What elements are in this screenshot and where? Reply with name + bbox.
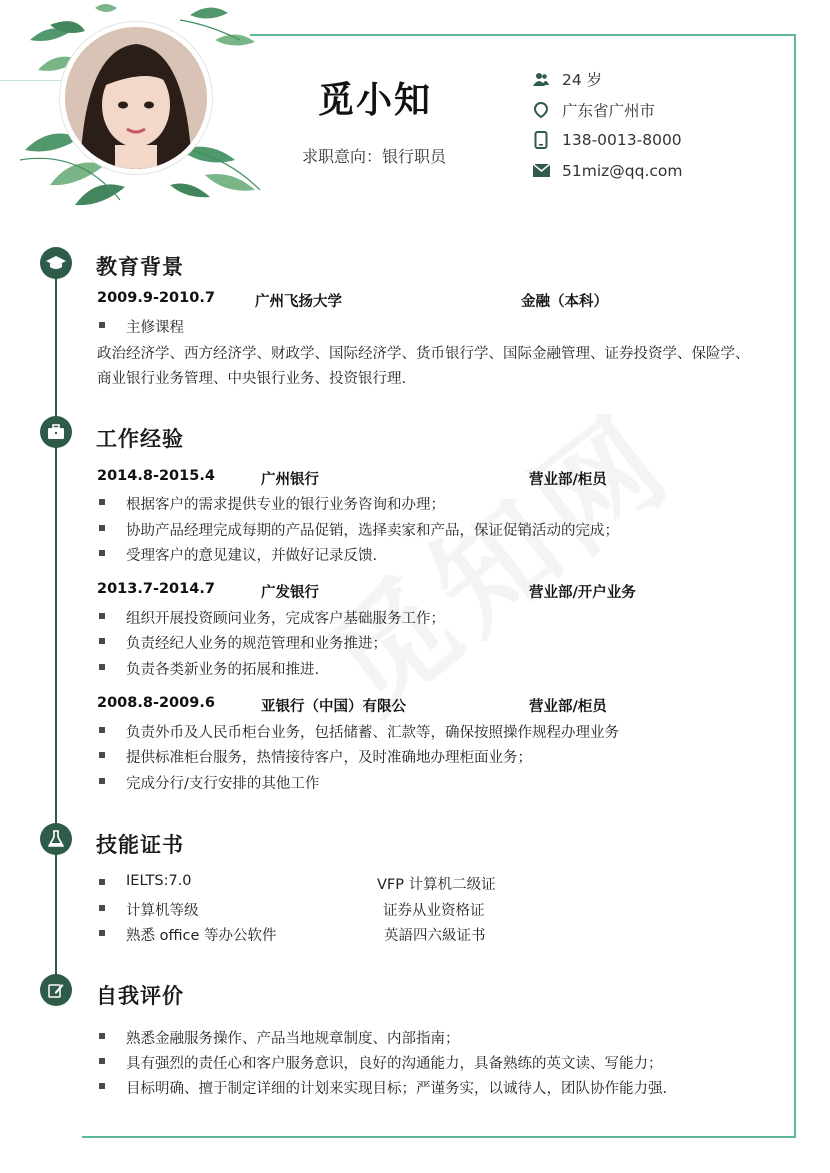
job-duty: 负责外币及人民币柜台业务，包括储蓄、汇款等，确保按照操作规程办理业务: [126, 725, 619, 741]
skill-item: 计算机等级: [126, 903, 199, 919]
frame-right-border: [794, 34, 796, 1138]
location-pin-icon: [532, 101, 550, 119]
phone-icon: [532, 131, 550, 149]
section-icon-skills: [40, 823, 72, 855]
skill-item: 熟悉 office 等办公软件: [126, 928, 277, 944]
section-icon-self: [40, 974, 72, 1006]
edu-courses-line-2: 商业银行业务管理、中央银行业务、投资银行理.: [97, 371, 407, 387]
mail-icon: [532, 162, 550, 180]
section-title-self: 自我评价: [96, 984, 184, 1008]
edit-icon: [48, 982, 64, 998]
self-item: 具有强烈的责任心和客户服务意识，良好的沟通能力，具备熟练的英文读、写能力；: [126, 1056, 663, 1072]
portrait-icon: [65, 27, 207, 169]
skill-item: IELTS:7.0: [126, 873, 192, 889]
bullet: [99, 752, 105, 758]
user-icon: [532, 70, 550, 88]
job-role: 营业部/柜员: [529, 472, 607, 488]
bullet: [99, 879, 105, 885]
edu-courses-line-1: 政治经济学、西方经济学、财政学、国际经济学、货币银行学、国际金融管理、证券投资学、保险学、: [97, 346, 750, 362]
edu-major: 金融（本科）: [521, 294, 608, 310]
section-icon-education: [40, 247, 72, 279]
skill-item: VFP 计算机二级证: [377, 877, 496, 893]
timeline-line: [55, 262, 57, 997]
bullet: [99, 613, 105, 619]
edu-period: 2009.9-2010.7: [97, 290, 215, 306]
self-item: 目标明确、擅于制定详细的计划来实现目标；严谨务实，以诚待人，团队协作能力强.: [126, 1081, 668, 1097]
section-title-education: 教育背景: [96, 255, 184, 279]
job-duty: 负责经纪人业务的规范管理和业务推进；: [126, 636, 387, 652]
bullet: [99, 499, 105, 505]
contact-location: [532, 95, 682, 126]
job-company: 亚银行（中国）有限公: [261, 699, 406, 715]
skill-item: 证券从业资格证: [383, 903, 485, 919]
briefcase-icon: [47, 424, 65, 440]
edu-school: 广州飞扬大学: [255, 294, 342, 310]
frame-bottom-border: [82, 1136, 796, 1138]
candidate-name: 觅小知: [318, 80, 433, 121]
contact-phone: [532, 125, 682, 156]
bullet: [99, 1083, 105, 1089]
email-text: 51miz@qq.com: [562, 161, 683, 180]
bullet: [99, 525, 105, 531]
job-intent: 求职意向：银行职员: [302, 147, 447, 166]
section-title-skills: 技能证书: [96, 833, 184, 857]
bullet: [99, 930, 105, 936]
contact-email: [532, 156, 682, 187]
bullet: [99, 664, 105, 670]
job-period: 2013.7-2014.7: [97, 581, 215, 597]
job-period: 2008.8-2009.6: [97, 695, 215, 711]
job-duty: 协助产品经理完成每期的产品促销，选择卖家和产品，保证促销活动的完成；: [126, 523, 619, 539]
job-duty: 提供标准柜台服务，热情接待客户，及时准确地办理柜面业务；: [126, 750, 532, 766]
bullet: [99, 322, 105, 328]
contact-list: [532, 64, 682, 186]
contact-age: [532, 64, 682, 95]
bullet: [99, 727, 105, 733]
job-role: 营业部/柜员: [529, 699, 607, 715]
job-duty: 根据客户的需求提供专业的银行业务咨询和办理；: [126, 497, 445, 513]
job-company: 广州银行: [261, 472, 319, 488]
bullet: [99, 778, 105, 784]
bullet: [99, 1033, 105, 1039]
job-duty: 完成分行/支行安排的其他工作: [126, 776, 320, 792]
section-title-work: 工作经验: [96, 427, 184, 451]
self-item: 熟悉金融服务操作、产品当地规章制度、内部指南；: [126, 1031, 460, 1047]
edu-course-label: 主修课程: [126, 320, 184, 336]
bullet: [99, 1058, 105, 1064]
skill-item: 英語四六級证书: [384, 928, 486, 944]
bullet: [99, 550, 105, 556]
profile-photo: [60, 22, 212, 174]
frame-top-border: [250, 34, 796, 36]
age-text: 24 岁: [562, 71, 603, 90]
phone-text: 138-0013-8000: [562, 131, 682, 150]
section-icon-work: [40, 416, 72, 448]
job-duty: 组织开展投资顾问业务，完成客户基础服务工作；: [126, 611, 445, 627]
bullet: [99, 638, 105, 644]
graduation-cap-icon: [46, 255, 66, 271]
flask-icon: [48, 830, 64, 848]
job-period: 2014.8-2015.4: [97, 468, 215, 484]
location-text: 广东省广州市: [562, 101, 656, 120]
job-role: 营业部/开户业务: [529, 585, 636, 601]
job-duty: 受理客户的意见建议，并做好记录反馈.: [126, 548, 378, 564]
bullet: [99, 905, 105, 911]
job-duty: 负责各类新业务的拓展和推进.: [126, 662, 320, 678]
job-company: 广发银行: [261, 585, 319, 601]
